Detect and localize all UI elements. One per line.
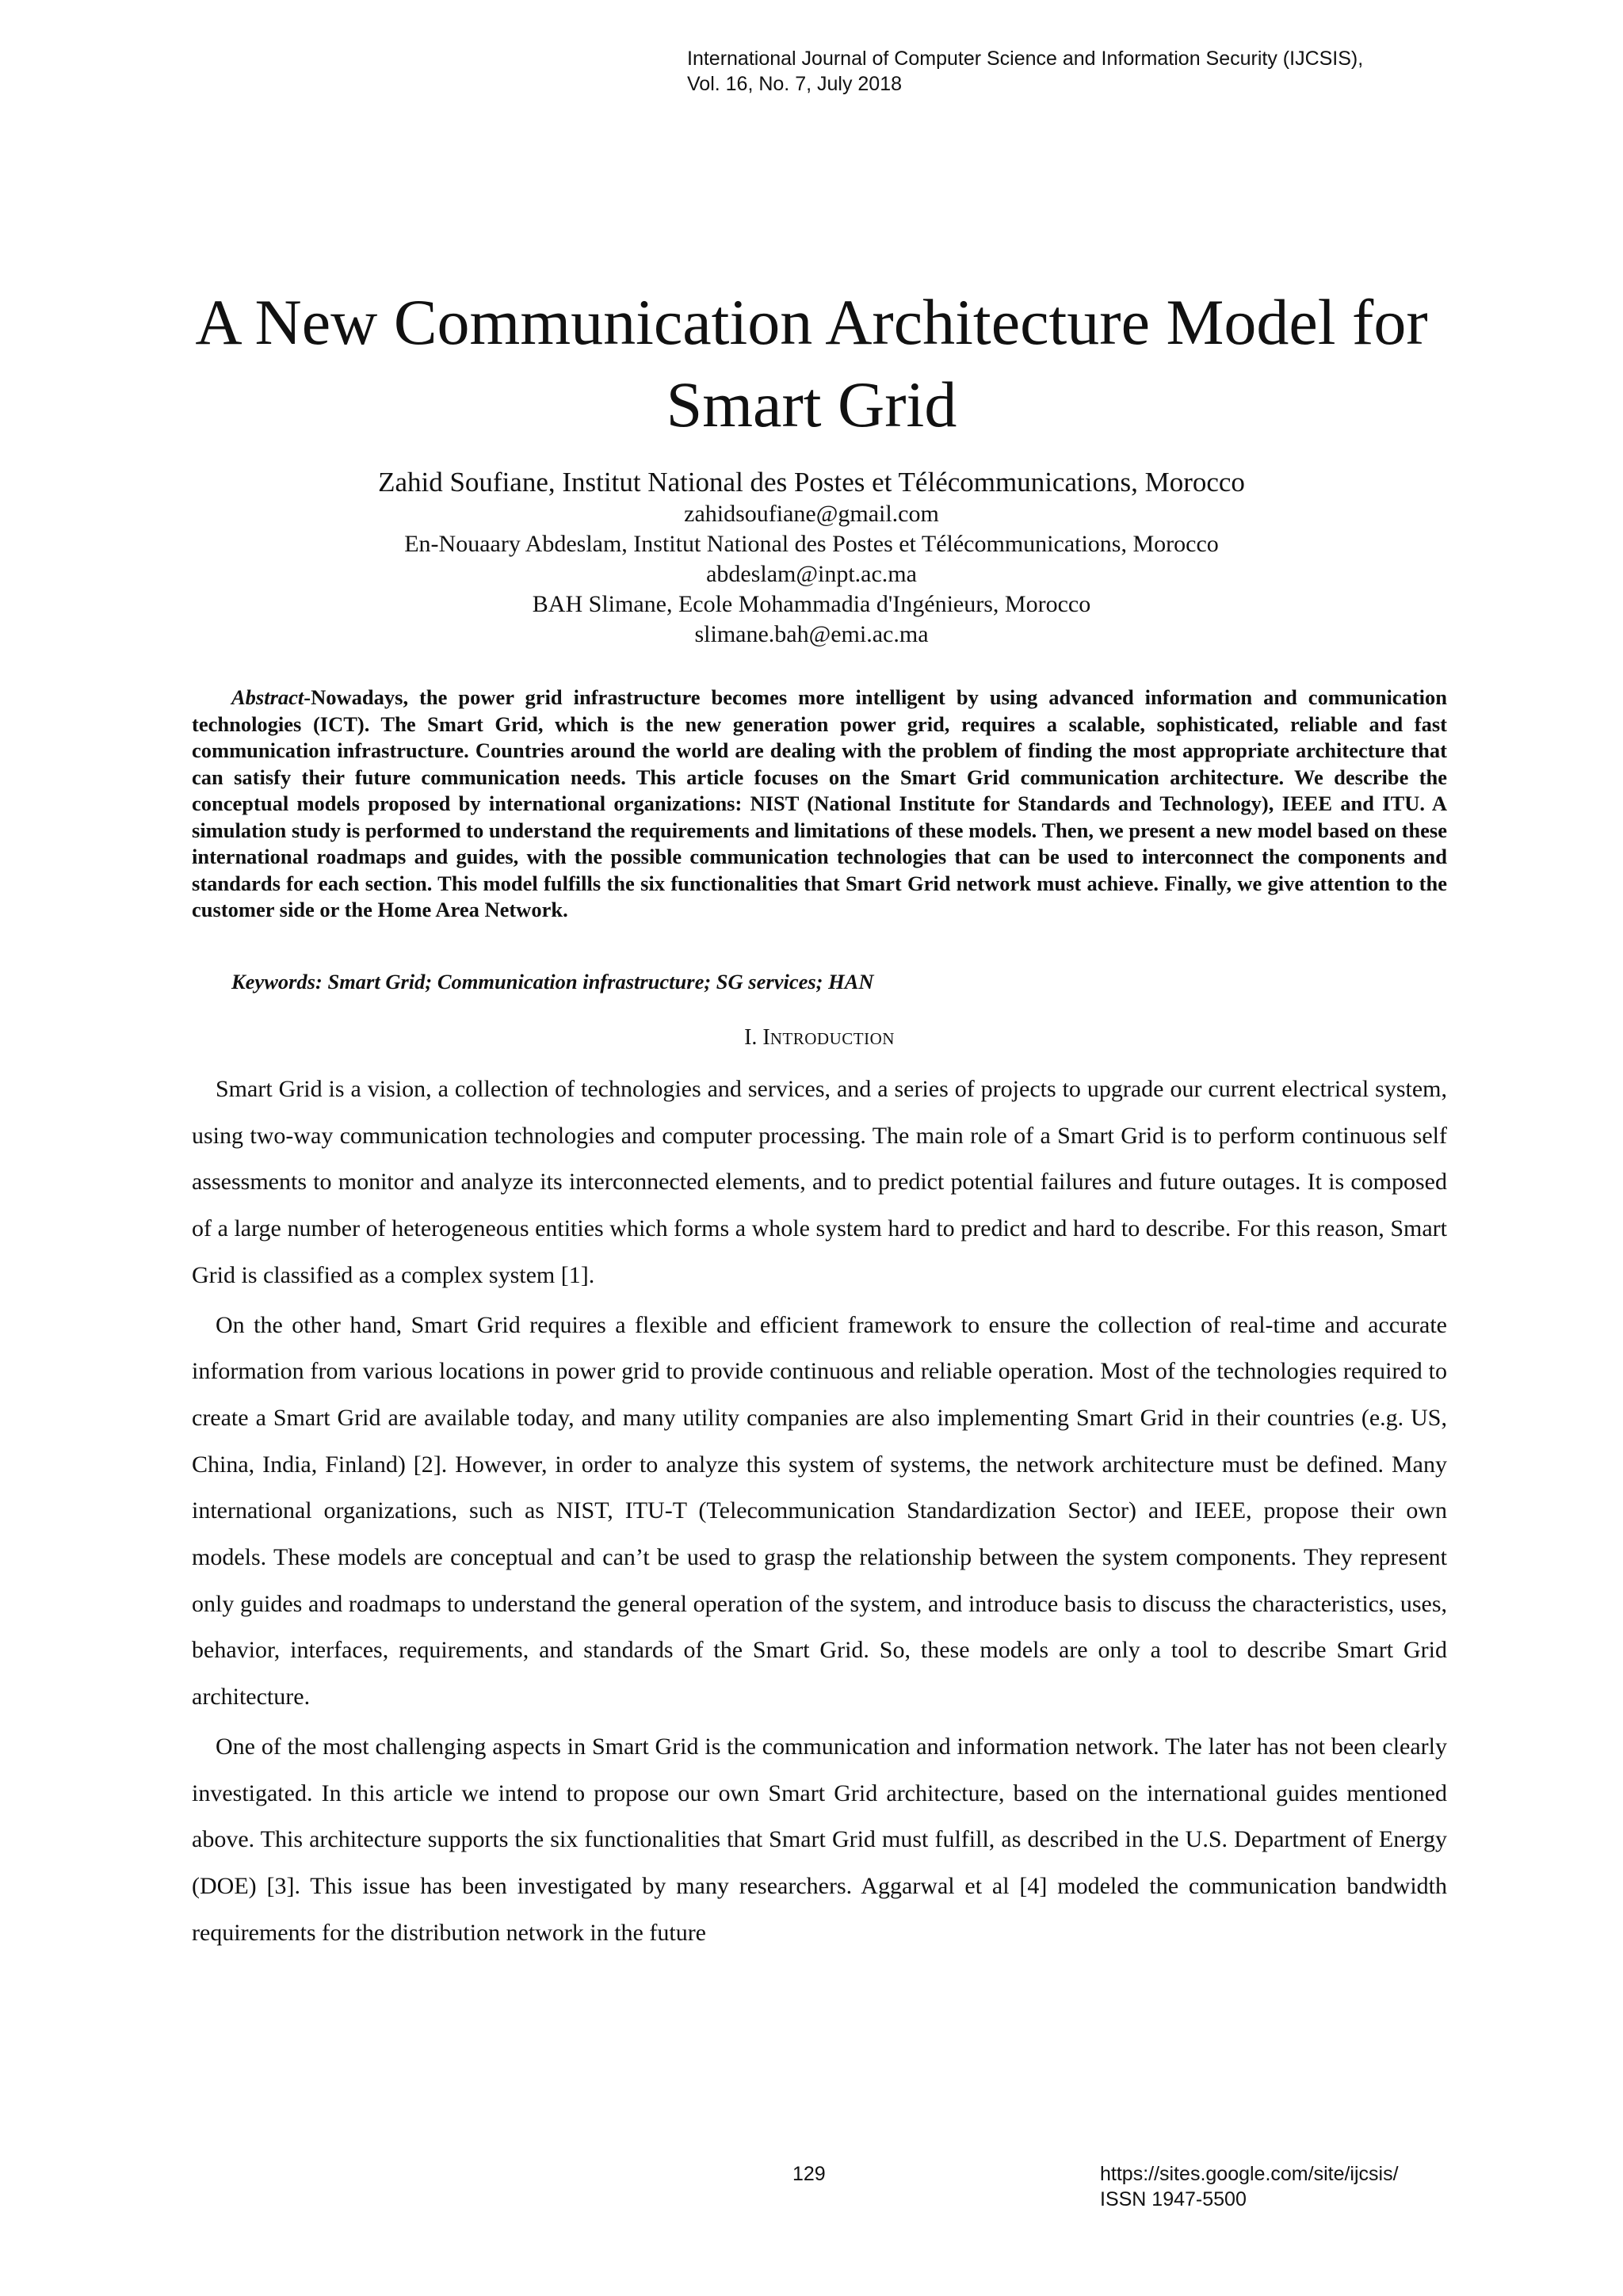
paper-title-line-2: Smart Grid xyxy=(666,368,957,441)
author-1-affiliation: Zahid Soufiane, Institut National des Postes et Télécommunications, Morocco xyxy=(378,467,1245,498)
journal-header xyxy=(687,46,1598,97)
author-3-affiliation: BAH Slimane, Ecole Mohammadia d'Ingénieurs, Morocco xyxy=(532,591,1091,617)
journal-header-line-1: International Journal of Computer Science and Information Security (IJCSIS), xyxy=(687,48,1364,70)
keywords: Keywords: Smart Grid; Communication infrastructure; SG services; HAN xyxy=(231,970,874,994)
abstract-label: Abstract xyxy=(231,685,304,709)
footer-info xyxy=(1100,2161,1575,2212)
paper-title-line-1: A New Communication Architecture Model for xyxy=(195,286,1428,358)
introduction-body xyxy=(192,1066,1447,1959)
section-title-initial: I xyxy=(762,1025,770,1050)
abstract xyxy=(192,685,1447,924)
abstract-text: -Nowadays, the power grid infrastructure becomes more intelligent by using advanced information and communication technologies (ICT). The Smart Grid, which is the new generation power grid, requires a scalable, sophisticated, reliable and fast communication infrastructure. Countries around the world are dealing with the problem of finding the most appropriate architecture that can satisfy their future communication needs. This article focuses on the Smart Grid communication architecture. We describe the conceptual models proposed by international organizations: NIST (National Institute for Standards and Technology), IEEE and ITU. A simulation study is performed to understand the requirements and limitations of these models. Then, we present a new model based on these international roadmaps and guides, with the possible communication technologies that can be used to interconnect the components and standards for each section. This model fulfills the six functionalities that Smart Grid network must achieve. Finally, we give attention to the customer side or the Home Area Network. xyxy=(192,685,1447,921)
section-heading-introduction xyxy=(192,1024,1447,1053)
journal-url: https://sites.google.com/site/ijcsis/ xyxy=(1100,2163,1399,2185)
paragraph: Smart Grid is a vision, a collection of technologies and services, and a series of projects to upgrade our current electrical system, using two-way communication technologies and computer processing. The main role of a Smart Grid is to perform continuous self assessments to monitor and analyze its interconnected elements, and to predict potential failures and future outages. It is composed of a large number of heterogeneous entities which forms a whole system hard to predict and hard to describe. For this reason, Smart Grid is classified as a complex system [1]. xyxy=(192,1076,1447,1288)
author-1-email: zahidsoufiane@gmail.com xyxy=(684,501,939,527)
author-block xyxy=(190,466,1433,650)
section-title-rest: NTRODUCTION xyxy=(769,1029,895,1048)
paper-title xyxy=(158,281,1465,446)
author-2-affiliation: En-Nouaary Abdeslam, Institut National des Postes et Télécommunications, Morocco xyxy=(404,531,1219,557)
paragraph: On the other hand, Smart Grid requires a flexible and efficient framework to ensure the collection of real-time and accurate information from various locations in power grid to provide continuous and reliable operation. Most of the technologies required to create a Smart Grid are available today, and many utility companies are also implementing Smart Grid in their countries (e.g. US, China, India, Finland) [2]. However, in order to analyze this system of systems, the network architecture must be defined. Many international organizations, such as NIST, ITU-T (Telecommunication Standardization Sector) and IEEE, propose their own models. These models are conceptual and can’t be used to grasp the relationship between the system components. They represent only guides and roadmaps to understand the general operation of the system, and introduce basis to discuss the characteristics, uses, behavior, interfaces, requirements, and standards of the Smart Grid. So, these models are only a tool to describe Smart Grid architecture. xyxy=(192,1311,1447,1711)
page-number: 129 xyxy=(792,2163,826,2185)
section-number: I. xyxy=(744,1025,758,1050)
author-3-email: slimane.bah@emi.ac.ma xyxy=(694,621,929,647)
paragraph: One of the most challenging aspects in Smart Grid is the communication and information network. The later has not been clearly investigated. In this article we intend to propose our own Smart Grid architecture, based on the international guides mentioned above. This architecture supports the six functionalities that Smart Grid must fulfill, as described in the U.S. Department of Energy (DOE) [3]. This issue has been investigated by many researchers. Aggarwal et al [4] modeled the communication bandwidth requirements for the distribution network in the future xyxy=(192,1733,1447,1946)
journal-header-line-2: Vol. 16, No. 7, July 2018 xyxy=(687,73,903,95)
author-2-email: abdeslam@inpt.ac.ma xyxy=(706,561,917,587)
issn: ISSN 1947-5500 xyxy=(1100,2188,1247,2210)
